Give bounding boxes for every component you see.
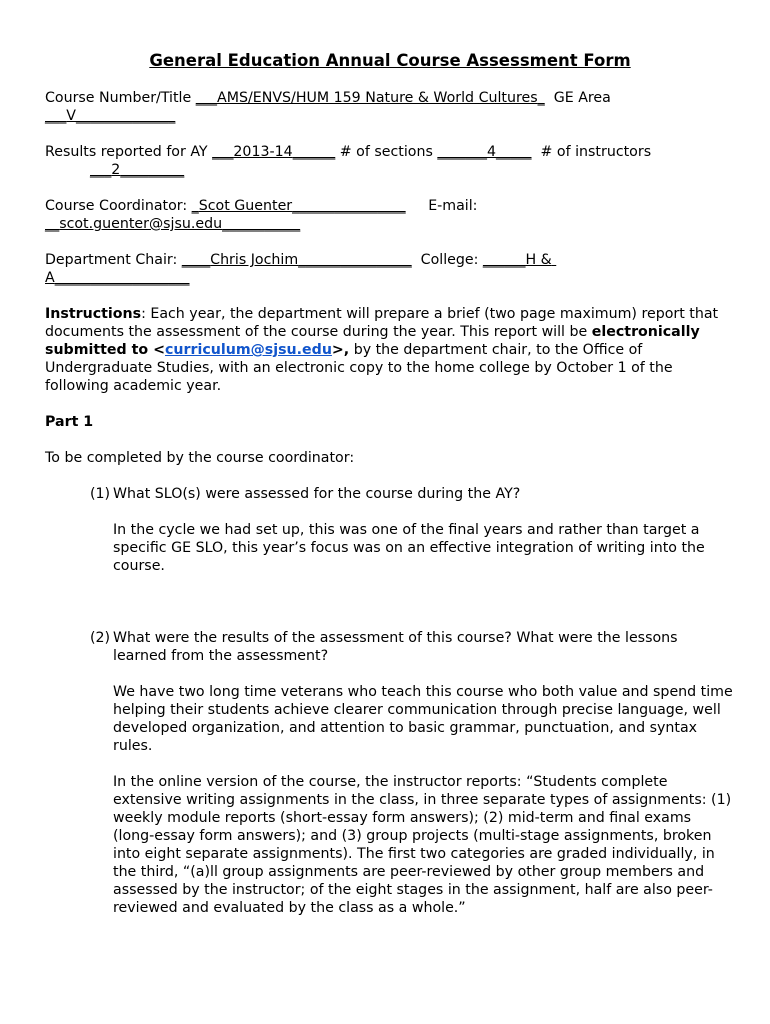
curriculum-email-link[interactable]: curriculum@sjsu.edu [164, 342, 332, 358]
question-1 [45, 485, 735, 503]
chair-field-block [45, 251, 735, 287]
coordinator-field-block [45, 197, 735, 233]
chair-label: Department Chair: [45, 252, 182, 268]
chair-lead: ____ [181, 252, 211, 268]
ay-trail: ______ [292, 144, 336, 160]
question-1-number: (1) [90, 486, 111, 502]
instructors-label: # of instructors [531, 144, 652, 160]
ay-lead: ___ [212, 144, 234, 160]
college-value-cont[interactable]: A [45, 270, 55, 286]
ge-area-label: GE Area [544, 90, 616, 106]
chair-trail: ________________ [298, 252, 412, 268]
email-trail: ___________ [222, 216, 301, 232]
sections-trail: _____ [496, 144, 532, 160]
college-lead: ______ [482, 252, 526, 268]
email-lead: __ [45, 216, 60, 232]
email-label: E-mail: [405, 198, 478, 214]
answer-2-paragraph-2: In the online version of the course, the instructor reports: “Students complete extensive writing assignments in the class, in three separate types of assignments: (1) weekly module reports (short-essay form answers); (2) mid-term and final exams (long-essay form answers); and (3) group projects (multi-stage assignments, broken into eight separate assignments). The first two categories are graded individually, in the third, “(a)ll group assignments are peer-reviewed by other group members and assessed by the instructor; of the eight stages in the assignment, half are also peer-reviewed and evaluated by the class as a whole.” [113, 774, 732, 916]
coordinator-label: Course Coordinator: [45, 198, 192, 214]
course-label: Course Number/Title [45, 90, 196, 106]
instructions-text-2: by the department chair, to the Office of Undergraduate Studies, with an electronic copy to the home college by October 1 of the following academic year. [45, 342, 673, 394]
instructors-value[interactable]: 2 [111, 162, 121, 178]
coordinator-trail: ________________ [292, 198, 406, 214]
spacer [45, 593, 735, 629]
ay-value[interactable]: 2013-14 [233, 144, 293, 160]
answer-1-paragraph: In the cycle we had set up, this was one of the final years and rather than target a specific GE SLO, this year’s focus was on an effective integration of writing into the course. [113, 522, 705, 574]
ay-label: Results reported for AY [45, 144, 213, 160]
college-value[interactable]: H & [525, 252, 552, 268]
instructors-lead: ___ [90, 162, 112, 178]
college-label: College: [411, 252, 483, 268]
sections-value[interactable]: 4 [487, 144, 497, 160]
course-value[interactable]: AMS/ENVS/HUM 159 Nature & World Cultures [217, 90, 538, 106]
instructors-trail: _________ [120, 162, 185, 178]
instructions-text-1: : Each year, the department will prepare a brief (two page maximum) report that documents the assessment of the course during the year. This report will be [45, 306, 719, 340]
instructions-paragraph [45, 305, 735, 395]
course-field-block [45, 89, 735, 125]
part-1-intro: To be completed by the course coordinator: [45, 450, 355, 466]
answer-2-paragraph-1: We have two long time veterans who teach this course who both value and spend time helping their students achieve clearer communication through precise language, well developed organization, and attention to basic grammar, punctuation, and syntax rules. [113, 684, 733, 754]
ge-area-value[interactable]: V [66, 108, 76, 124]
form-title: General Education Annual Course Assessment Form [149, 51, 631, 70]
course-lead: ___ [195, 90, 218, 106]
college-trail [552, 252, 557, 268]
question-2 [45, 629, 735, 665]
college-trail-cont: ___________________ [54, 270, 190, 286]
instructions-bold-2: >, [331, 342, 350, 358]
part-1-heading: Part 1 [45, 414, 94, 430]
ge-area-lead: ___ [45, 108, 67, 124]
ge-area-trail: ______________ [76, 108, 176, 124]
course-trail: _ [537, 90, 545, 106]
instructions-heading: Instructions [45, 306, 142, 322]
question-2-text: What were the results of the assessment of this course? What were the lessons learned from the assessment? [113, 630, 678, 664]
chair-value[interactable]: Chris Jochim [210, 252, 299, 268]
document-page [45, 50, 735, 935]
sections-label: # of sections [335, 144, 438, 160]
question-2-number: (2) [90, 630, 111, 646]
question-1-text: What SLO(s) were assessed for the course during the AY? [113, 486, 521, 502]
coordinator-lead: _ [191, 198, 199, 214]
coordinator-value[interactable]: Scot Guenter [198, 198, 293, 214]
results-field-block [45, 143, 735, 179]
email-value[interactable]: scot.guenter@sjsu.edu [59, 216, 223, 232]
sections-lead: _______ [437, 144, 487, 160]
instructions-bold-1: electronically submitted to < [45, 324, 700, 358]
